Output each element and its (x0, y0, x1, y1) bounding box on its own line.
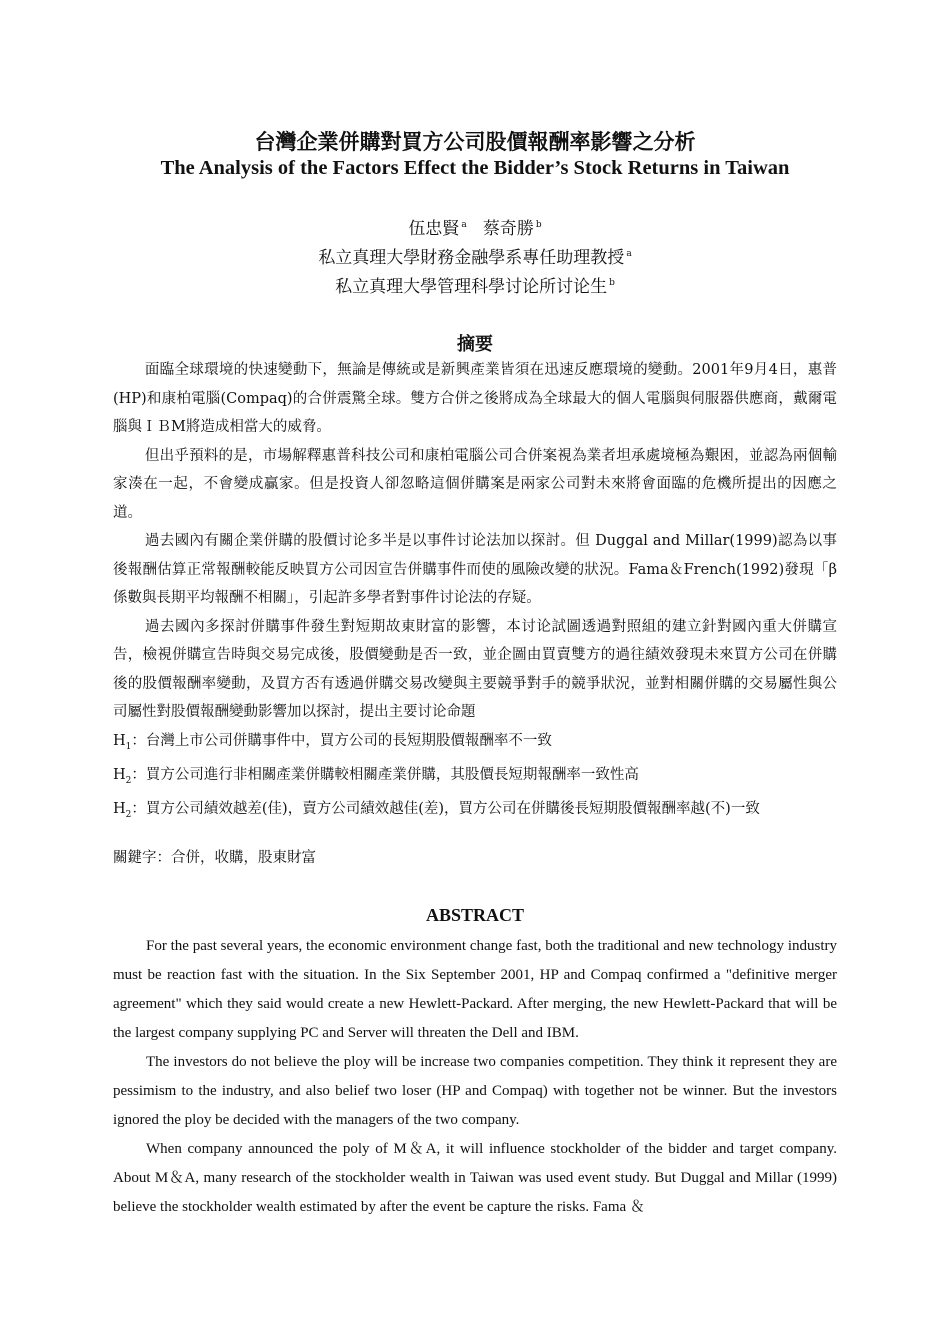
affiliation-a-text: 私立真理大學財務金融學系專任助理教授 (318, 248, 625, 268)
affiliation-b (0, 272, 950, 297)
hypothesis-3 (113, 795, 837, 829)
abstract-zh-paragraph-4: 過去國內多探討併購事件發生對短期故東財富的影響，本讨论試圖透過對照組的建立針對國內重大併購宣告，檢視併購宣告時與交易完成後，股價變動是否一致，並企圖由買賣雙方的過往績效發現未來買方公司在併購後的股價報酬率變動，及買方否有透過併購交易改變與主要競爭對手的競爭狀況，並對相關併購的交易屬性與公司屬性對股價報酬變動影響加以探討，提出主要讨论命題 (113, 618, 837, 720)
author-2-sup: b (535, 220, 542, 230)
title-chinese: 台灣企業併購對買方公司股價報酬率影響之分析 (254, 129, 696, 154)
abstract-zh-paragraph-3: 過去國內有關企業併購的股價讨论多半是以事件讨论法加以探討。但 Duggal and Millar(1999)認為以事後報酬估算正常報酬較能反映買方公司因宣告併購事件而使的風險改變的狀況。Fama＆French(1992)發現「β係數與長期平均報酬不相關」，引起許多學者對事件讨论法的存疑。 (113, 533, 837, 606)
author-1: 伍忠賢 (408, 219, 460, 239)
hypothesis-1-text: ：台灣上市公司併購事件中，買方公司的長短期股價報酬率不一致 (131, 732, 552, 749)
hypothesis-2-label: H (113, 766, 126, 783)
hypothesis-1 (113, 727, 837, 761)
hypothesis-2 (113, 761, 837, 795)
abstract-zh-body (113, 356, 837, 830)
abstract-zh-heading: 摘要 (457, 334, 493, 355)
keywords-block (113, 844, 837, 873)
author-line (0, 214, 950, 239)
affiliation-a-sup: a (626, 249, 632, 259)
abstract-en-paragraph-3: When company announced the poly of M＆A, it will influence stockholder of the bidder and target company. About M＆A, many research of the stockholder wealth in Taiwan was used event study. But Duggal and Millar (1999) believe the stockholder wealth estimated by after the event be capture the risks. Fama ＆ (113, 1141, 837, 1215)
abstract-en-body (113, 932, 837, 1222)
affiliation-b-text: 私立真理大學管理科學讨论所讨论生 (335, 277, 608, 297)
abstract-en-paragraph-1: For the past several years, the economic environment change fast, both the traditional and new technology industry must be reaction fast with the situation. In the Six September 2001, HP and Compaq confirmed a "definitive merger agreement" which they said would create a new Hewlett-Packard. After merging, the new Hewlett-Packard that will be the largest company supplying PC and Server will threaten the Dell and IBM. (113, 938, 837, 1041)
abstract-zh-paragraph-1: 面臨全球環境的快速變動下，無論是傳統或是新興產業皆須在迅速反應環境的變動。2001年9月4日，惠普(HP)和康柏電腦(Compaq)的合併震驚全球。雙方合併之後將成為全球最大的個人電腦與伺服器供應商，戴爾電腦與ＩＢM將造成相當大的威脅。 (113, 362, 837, 435)
affiliation-a (0, 243, 950, 268)
title-english: The Analysis of the Factors Effect the Bidder’s Stock Returns in Taiwan (160, 157, 790, 179)
hypothesis-2-text: ：買方公司進行非相關產業併購較相關產業併購，其股價長短期報酬率一致性高 (131, 766, 639, 783)
hypothesis-1-label: H (113, 732, 126, 749)
abstract-zh-paragraph-2: 但出乎預料的是，市場解釋惠普科技公司和康柏電腦公司合併案視為業者坦承處境極為艱困，並認為兩個輸家湊在一起，不會變成贏家。但是投資人卻忽略這個併購案是兩家公司對未來將會面臨的危機所提出的因應之道。 (113, 447, 837, 521)
abstract-en-heading: ABSTRACT (425, 905, 525, 925)
keywords: 關鍵字：合併，收購，股東財富 (113, 850, 316, 866)
hypothesis-3-sub: 2 (125, 810, 132, 821)
abstract-en-paragraph-2: The investors do not believe the ploy will be increase two companies competition. They think it represent they are pessimism to the industry, and also belief two loser (HP and Compaq) with together not be winner. But the investors ignored the ploy be decided with the managers of the two company. (113, 1054, 837, 1128)
hypothesis-1-sub: 1 (125, 741, 132, 752)
author-1-sup: a (461, 220, 467, 230)
affiliation-b-sup: b (609, 278, 615, 288)
hypothesis-3-label: H (113, 801, 126, 818)
hypothesis-2-sub: 2 (125, 775, 132, 786)
hypothesis-3-text: ：買方公司績效越差(佳)，賣方公司績效越佳(差)，買方公司在併購後長短期股價報酬率越(不)一致 (131, 801, 760, 818)
author-2: 蔡奇勝 (482, 219, 534, 239)
